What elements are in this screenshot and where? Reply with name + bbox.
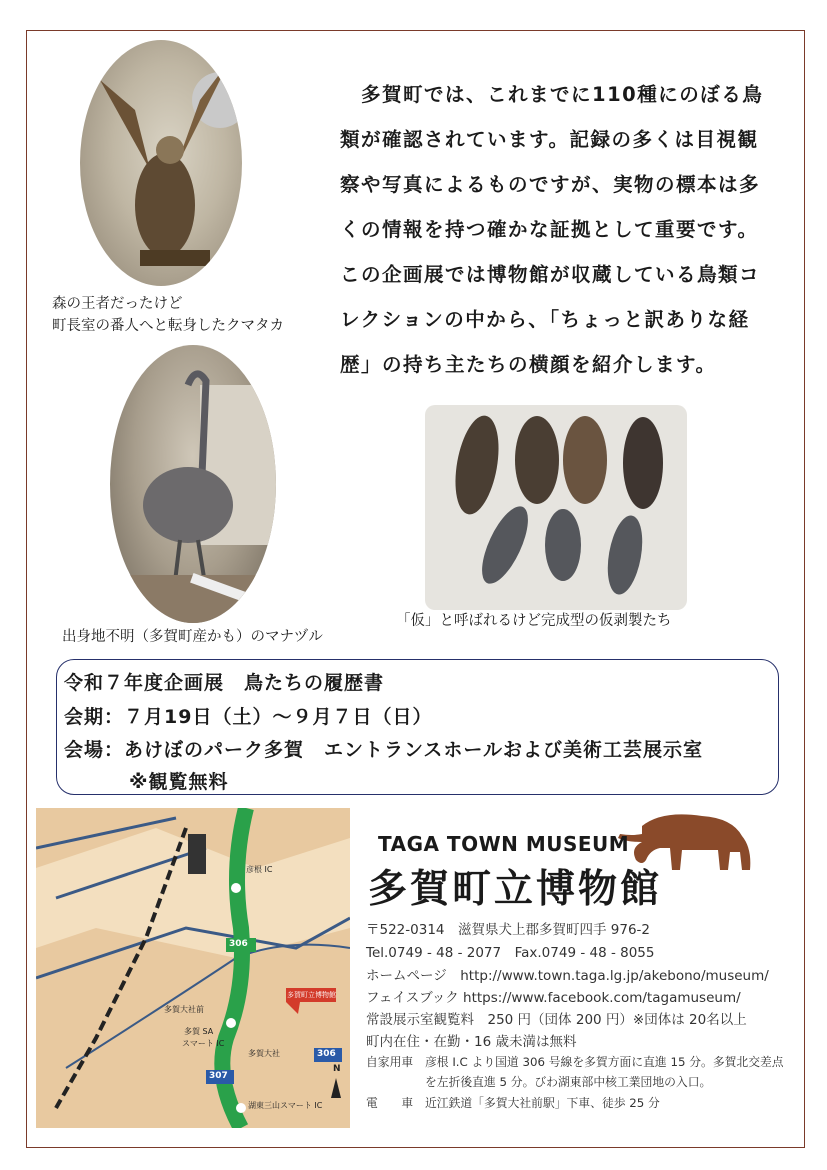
hawk-caption-1: 森の王者だったけど	[52, 296, 183, 312]
study-skins-photo	[425, 405, 687, 610]
exhibition-period: 会期：７月19日（土）～９月７日（日）	[64, 706, 433, 728]
access-map	[36, 808, 350, 1128]
museum-name-jp: 多賀町立博物館	[368, 867, 663, 912]
route-306-badge: 306	[229, 939, 248, 949]
hawk-caption-2: 町長室の番人へと転身したクマタカ	[52, 318, 284, 334]
intro-line: 歴」の持ち主たちの横顔を紹介します。	[340, 353, 717, 376]
access-train: 電 車 近江鉄道「多賀大社前駅」下車、徒歩 25 分	[366, 1096, 660, 1110]
intro-line: 多賀町では、これまでに110種にのぼる鳥	[340, 83, 764, 106]
map-label-taga-shrine: 多賀大社	[248, 1049, 280, 1058]
map-label-koutou-sanzan: 湖東三山スマート IC	[248, 1101, 323, 1110]
intro-line: くの情報を持つ確かな証拠として重要です。	[340, 218, 759, 241]
north-arrow-label: N	[333, 1064, 341, 1074]
route-307-badge: 307	[209, 1071, 228, 1081]
museum-name-en: TAGA TOWN MUSEUM	[378, 832, 630, 856]
crane-photo	[110, 345, 276, 623]
route-306-badge-east: 306	[317, 1049, 336, 1059]
access-car-2: を左折後直進 5 分。びわ湖東部中核工業団地の入口。	[366, 1075, 712, 1089]
map-museum-pin: 多賀町立博物館	[287, 991, 336, 999]
map-label-taga-sa: 多賀 SA	[184, 1027, 214, 1036]
intro-line: レクションの中から、「ちょっと訳ありな経	[340, 308, 750, 331]
museum-admission-free: 町内在住・在勤・16 歳未満は無料	[366, 1034, 577, 1050]
museum-address: 〒522-0314 滋賀県犬上郡多賀町四手 976-2	[366, 922, 651, 938]
map-label-taga-taisha-mae: 多賀大社前	[164, 1005, 204, 1014]
intro-line: 類が確認されています。記録の多くは目視観	[340, 128, 759, 151]
map-label-hikone-ic: 彦根 IC	[246, 865, 273, 874]
map-label-smart-ic: スマート IC	[182, 1039, 225, 1048]
intro-line: 察や写真によるものですが、実物の標本は多	[340, 173, 761, 196]
museum-admission-fee: 常設展示室観覧料 250 円（団体 200 円）※団体は 20名以上	[366, 1012, 747, 1028]
intro-text	[340, 72, 790, 387]
museum-phone: Tel.0749 - 48 - 2077 Fax.0749 - 48 - 8055	[366, 945, 655, 961]
exhibition-title: 令和７年度企画展 鳥たちの履歴書	[64, 672, 385, 694]
crane-caption: 出身地不明（多賀町産かも）のマナヅル	[62, 629, 323, 645]
skins-caption: 「仮」と呼ばれるけど完成型の仮剥製たち	[396, 613, 672, 629]
intro-line: この企画展では博物館が収蔵している鳥類コ	[340, 263, 761, 286]
museum-facebook-link[interactable]: フェイスブック https://www.facebook.com/tagamuseum/	[366, 990, 741, 1006]
museum-homepage-link[interactable]: ホームページ http://www.town.taga.lg.jp/akebono/museum/	[366, 968, 769, 984]
access-car-1: 自家用車 彦根 I.C より国道 306 号線を多賀方面に直進 15 分。多賀北交差点	[366, 1055, 784, 1069]
exhibition-venue: 会場：あけぼのパーク多賀 エントランスホールおよび美術工芸展示室	[64, 739, 704, 761]
exhibition-fee: ※観覧無料	[129, 771, 229, 793]
hawk-photo	[80, 40, 242, 286]
